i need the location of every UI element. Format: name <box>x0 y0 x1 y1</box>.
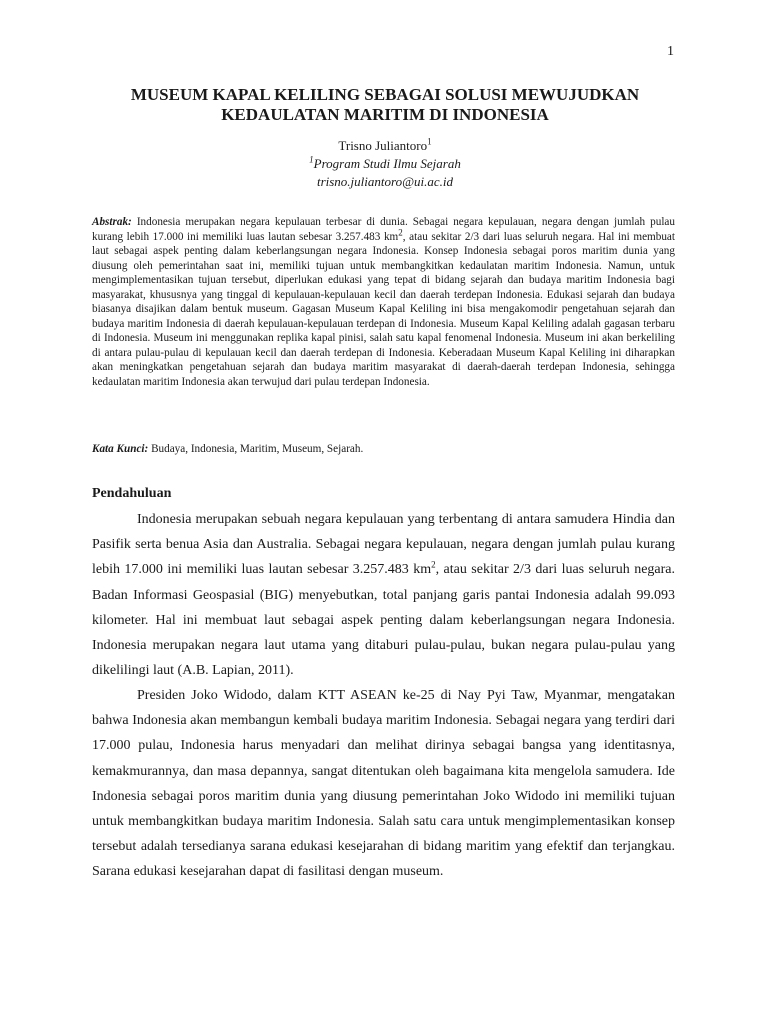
body-paragraph-2: Presiden Joko Widodo, dalam KTT ASEAN ke-25 di Nay Pyi Taw, Myanmar, mengatakan bahwa Indonesia akan membangun kembali budaya maritim Indonesia. Sebagai negara yang terdiri dari 17.000 pulau, Indonesia harus menyadari dan melihat dirinya sebagai bangsa yang identitasnya, kemakmurannya, dan masa depannya, sangat ditentukan oleh bagaimana kita mengelola samudera. Ide Indonesia sebagai poros maritim dunia yang diusung pemerintahan Joko Widodo ini memiliki tujuan untuk membangkitkan budaya maritim Indonesia. Salah satu cara untuk mengimplementasikan konsep tersebut adalah tersedianya sarana edukasi kesejarahan di bidang maritim yang efektif dan terjangkau. Sarana edukasi kesejarahan dapat di fasilitasi dengan museum. <box>92 688 675 880</box>
affiliation-superscript: 1 <box>309 154 314 165</box>
page-number: 1 <box>667 44 674 59</box>
author-block <box>90 137 680 191</box>
author-line <box>90 137 680 155</box>
author-name: Trisno Juliantoro <box>338 138 428 153</box>
abstract <box>92 215 675 389</box>
keywords-label: Kata Kunci: <box>92 443 149 455</box>
title-line-1: MUSEUM KAPAL KELILING SEBAGAI SOLUSI MEWUJUDKAN <box>130 85 640 104</box>
abstract-superscript: 2 <box>398 226 403 237</box>
body-paragraph-1 <box>92 507 675 683</box>
title-line-2: KEDAULATAN MARITIM DI INDONESIA <box>221 105 549 124</box>
abstract-text-part1: Indonesia merupakan negara kepulauan terbesar di dunia. Sebagai negara kepulauan, negara dengan jumlah pulau kurang lebih 17.000 ini memiliki luas lautan sebesar 3.257.483 km <box>92 216 675 243</box>
para1-text-part2: , atau sekitar 2/3 dari luas seluruh negara. Badan Informasi Geospasial (BIG) menyebutkan, total panjang garis pantai Indonesia adalah 99.093 kilometer. Hal ini membuat laut sebagai aspek penting dalam keberlangsungan negara Indonesia. Indonesia merupakan negara laut utama yang ditaburi pulau-pulau, bukan negara pulau-pulau yang dikelilingi laut (A.B. Lapian, 2011). <box>92 562 675 679</box>
para1-text-part1: Indonesia merupakan sebuah negara kepulauan yang terbentang di antara samudera Hindia dan Pasifik serta benua Asia dan Australia. Sebagai negara kepulauan, negara dengan jumlah pulau kurang lebih 17.000 ini memiliki luas lautan sebesar 3.257.483 km <box>92 512 675 578</box>
para1-superscript: 2 <box>431 559 436 570</box>
abstract-label: Abstrak: <box>92 216 132 228</box>
keywords-text: Budaya, Indonesia, Maritim, Museum, Sejarah. <box>148 443 364 455</box>
affiliation-line <box>90 155 680 173</box>
abstract-text-part2: , atau sekitar 2/3 dari luas seluruh negara. Hal ini membuat laut sebagai aspek penting dalam keberlangsungan negara Indonesia. Konsep Indonesia sebagai poros maritim dunia yang diusung oleh pemerintahan saat ini, memiliki tujuan untuk membangkitkan kedaulatan maritim Indonesia. Namun, untuk mengimplementasikan tujuan tersebut, diperlukan edukasi yang tepat di bidang sejarah dan budaya maritim Indonesia bagi masyarakat, khususnya yang tinggal di kepulauan-kepulauan kecil dan daerah terdepan Indonesia. Edukasi sejarah dan budaya biasanya disajikan dalam bentuk museum. Gagasan Museum Kapal Keliling ini bisa mengakomodir pengetahuan sejarah dan budaya maritim Indonesia di daerah kepulauan-kepulauan terdepan di Indonesia. Museum Kapal Keliling adalah gagasan terbaru di Indonesia. Museum ini menggunakan replika kapal pinisi, salah satu kapal fenomenal Indonesia. Museum ini akan berkeliling di antara pulau-pulau di kepulauan kecil dan daerah terdepan di Indonesia. Keberadaan Museum Kapal Keliling ini diharapkan akan meningkatkan pengetahuan sejarah dan budaya maritim masyarakat di daerah-daerah terdepan Indonesia, sehingga kedaulatan maritim Indonesia akan terwujud dari pulau terdepan Indonesia. <box>92 230 675 388</box>
author-affiliation: Program Studi Ilmu Sejarah <box>313 156 461 171</box>
keywords <box>92 442 675 457</box>
author-email: trisno.juliantoro@ui.ac.id <box>316 174 454 189</box>
section-heading: Pendahuluan <box>92 486 172 501</box>
author-superscript: 1 <box>427 136 432 147</box>
paper-title <box>90 85 680 125</box>
